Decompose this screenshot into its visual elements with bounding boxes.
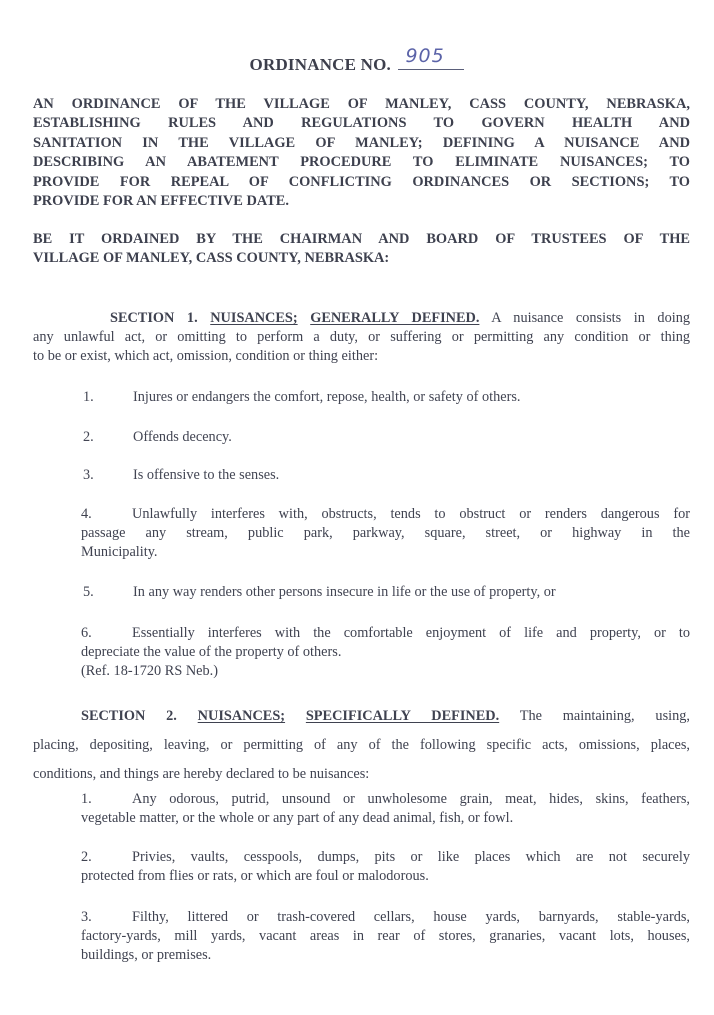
item-text: Privies, vaults, cesspools, dumps, pits or like places which are not securely bbox=[132, 849, 690, 865]
title-prefix: ORDINANCE NO. bbox=[249, 55, 391, 74]
item-line: vegetable matter, or the whole or any part of any dead animal, fish, or fowl. bbox=[81, 810, 514, 826]
section-1-heading-line bbox=[33, 309, 690, 328]
enacting-clause bbox=[33, 230, 690, 269]
section-2-intro-line: conditions, and things are hereby declared to be nuisances: bbox=[33, 766, 370, 782]
item-text: Essentially interferes with the comfortable enjoyment of life and property, or to bbox=[132, 625, 690, 641]
section-2-intro-first: The maintaining, using, bbox=[519, 708, 690, 724]
item-number: 2. bbox=[83, 429, 94, 445]
preamble-line: PROVIDE FOR AN EFFECTIVE DATE. bbox=[33, 193, 289, 210]
preamble-line: DESCRIBING AN ABATEMENT PROCEDURE TO ELIMINATE NUISANCES; TO bbox=[33, 154, 690, 171]
item-number: 6. bbox=[81, 625, 92, 641]
section-1-intro-line: any unlawful act, or omitting to perform a duty, or suffering or permitting any condition or thing bbox=[33, 329, 690, 345]
section-2-item-3 bbox=[81, 908, 690, 965]
ordinance-title bbox=[0, 45, 714, 75]
section-1 bbox=[33, 309, 690, 366]
item-text: Injures or endangers the comfort, repose, health, or safety of others. bbox=[133, 389, 521, 405]
section-2-intro-line: placing, depositing, leaving, or permitting of any of the following specific acts, omissions, places, bbox=[33, 737, 690, 753]
item-line: passage any stream, public park, parkway, square, street, or highway in the bbox=[81, 525, 690, 541]
item-text: Unlawfully interferes with, obstructs, tends to obstruct or renders dangerous for bbox=[132, 506, 690, 522]
ordinance-number-blank bbox=[398, 45, 464, 70]
item-number: 5. bbox=[83, 584, 94, 600]
section-2-item-1 bbox=[81, 790, 690, 828]
preamble-line: ESTABLISHING RULES AND REGULATIONS TO GOVERN HEALTH AND bbox=[33, 115, 690, 132]
section-2-heading-line bbox=[33, 702, 690, 731]
preamble-line: AN ORDINANCE OF THE VILLAGE OF MANLEY, CASS COUNTY, NEBRASKA, bbox=[33, 96, 690, 112]
section-1-item-5 bbox=[83, 583, 556, 602]
item-line bbox=[81, 908, 690, 927]
item-number: 1. bbox=[81, 791, 92, 807]
item-line bbox=[81, 848, 690, 867]
section-1-heading-a: NUISANCES; bbox=[210, 310, 298, 326]
item-line bbox=[81, 790, 690, 809]
item-number: 1. bbox=[83, 389, 94, 405]
item-number: 4. bbox=[81, 506, 92, 522]
section-1-label: SECTION 1. bbox=[110, 310, 198, 326]
item-line: depreciate the value of the property of others. bbox=[81, 644, 342, 660]
item-line bbox=[81, 624, 690, 643]
preamble-line: PROVIDE FOR REPEAL OF CONFLICTING ORDINANCES OR SECTIONS; TO bbox=[33, 173, 690, 190]
item-text: Offends decency. bbox=[133, 429, 232, 445]
item-line bbox=[81, 505, 690, 524]
section-1-intro-line: to be or exist, which act, omission, condition or thing either: bbox=[33, 348, 379, 364]
section-2-item-2 bbox=[81, 848, 690, 886]
enacting-line: BE IT ORDAINED BY THE CHAIRMAN AND BOARD OF TRUSTEES OF THE bbox=[33, 231, 690, 247]
item-line: factory-yards, mill yards, vacant areas in rear of stores, granaries, vacant lots, houses, bbox=[81, 928, 690, 944]
section-1-item-6 bbox=[81, 624, 690, 681]
section-1-heading-b: GENERALLY DEFINED. bbox=[310, 310, 480, 326]
section-1-item-2 bbox=[83, 428, 232, 447]
section-2-heading-a: NUISANCES; bbox=[197, 708, 286, 724]
item-text: Filthy, littered or trash-covered cellars, house yards, barnyards, stable-yards, bbox=[132, 909, 690, 925]
section-1-item-3 bbox=[83, 466, 279, 485]
section-1-reference: (Ref. 18-1720 RS Neb.) bbox=[81, 663, 218, 679]
section-2-heading-b: SPECIFICALLY DEFINED. bbox=[305, 708, 500, 724]
item-text: Any odorous, putrid, unsound or unwholesome grain, meat, hides, skins, feathers, bbox=[132, 791, 690, 807]
preamble-line: SANITATION IN THE VILLAGE OF MANLEY; DEFINING A NUISANCE AND bbox=[33, 134, 690, 151]
item-line: protected from flies or rats, or which are foul or malodorous. bbox=[81, 868, 429, 884]
item-text: In any way renders other persons insecure in life or the use of property, or bbox=[133, 584, 556, 600]
enacting-line: VILLAGE OF MANLEY, CASS COUNTY, NEBRASKA: bbox=[33, 250, 390, 267]
item-line: Municipality. bbox=[81, 544, 158, 560]
section-2 bbox=[33, 702, 690, 789]
section-2-label: SECTION 2. bbox=[81, 708, 177, 724]
item-number: 3. bbox=[81, 909, 92, 925]
section-1-intro-first: A nuisance consists in doing bbox=[491, 310, 690, 326]
item-number: 2. bbox=[81, 849, 92, 865]
section-1-item-1 bbox=[83, 388, 520, 407]
handwritten-ordinance-number: 905 bbox=[405, 45, 445, 67]
ordinance-preamble bbox=[33, 95, 690, 211]
item-text: Is offensive to the senses. bbox=[133, 467, 280, 483]
section-1-item-4 bbox=[81, 505, 690, 562]
item-number: 3. bbox=[83, 467, 94, 483]
item-line: buildings, or premises. bbox=[81, 947, 212, 963]
